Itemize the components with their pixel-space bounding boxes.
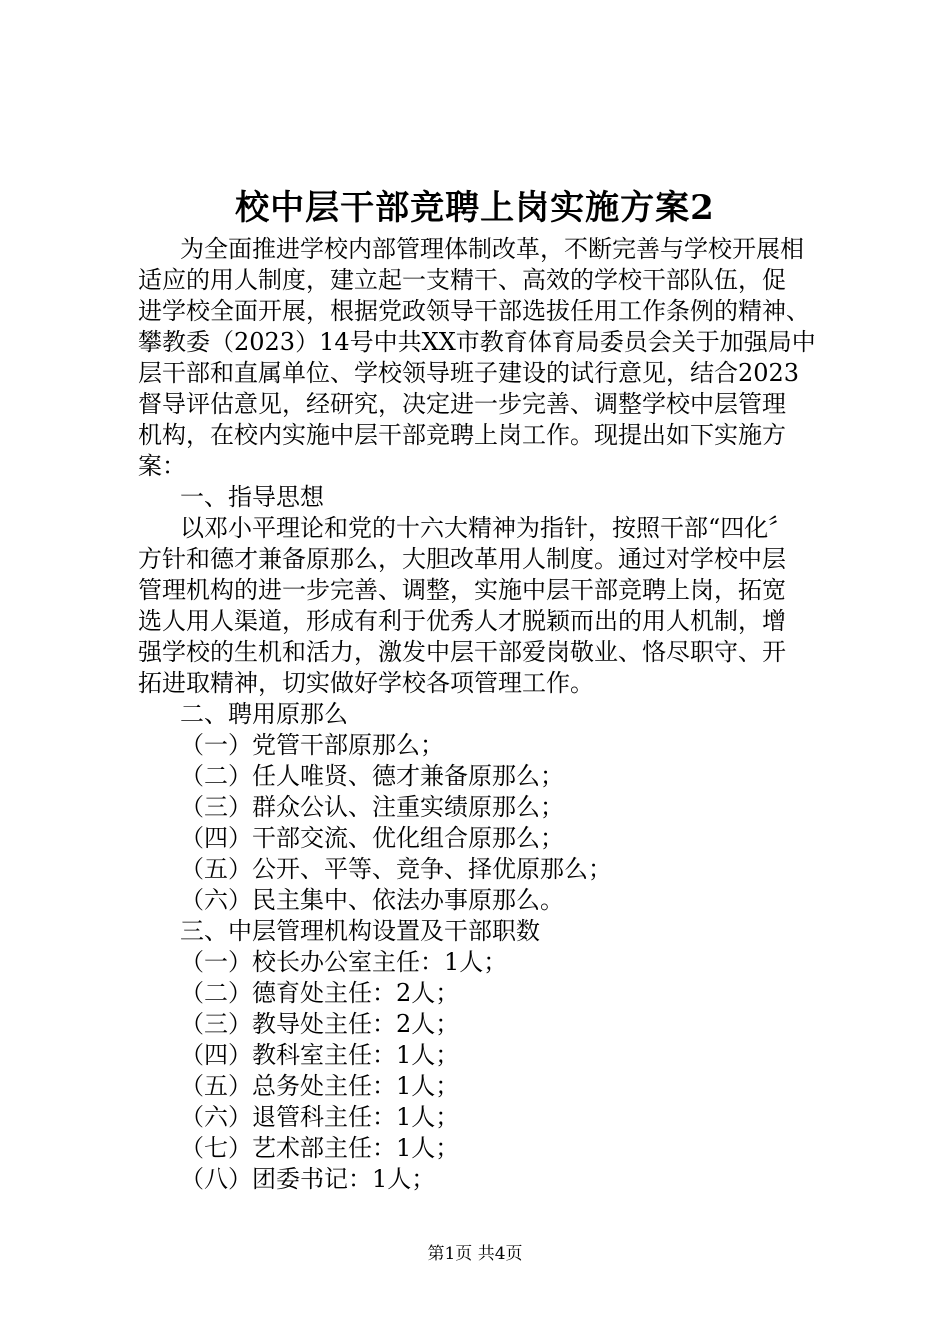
paragraph-line: 方针和德才兼备原那么，大胆改革用人制度。通过对学校中层 xyxy=(138,545,786,573)
paragraph-line: 强学校的生机和活力，激发中层干部爱岗敬业、恪尽职守、开 xyxy=(138,638,786,666)
section-heading: 三、中层管理机构设置及干部职数 xyxy=(180,917,540,945)
list-item: （一）校长办公室主任：1人； xyxy=(180,948,508,976)
document-title: 校中层干部竞聘上岗实施方案2 xyxy=(235,188,715,228)
paragraph-line: 拓进取精神，切实做好学校各项管理工作。 xyxy=(138,669,594,697)
page-footer: 第1页 共4页 xyxy=(427,1244,523,1264)
section-heading: 二、聘用原那么 xyxy=(180,700,348,728)
list-item: （五）公开、平等、竞争、择优原那么； xyxy=(180,855,612,883)
list-item: （三）群众公认、注重实绩原那么； xyxy=(180,793,564,821)
paragraph-line: 案： xyxy=(138,452,186,480)
list-item: （一）党管干部原那么； xyxy=(180,731,444,759)
document-body xyxy=(138,234,838,1195)
section-heading: 一、指导思想 xyxy=(180,483,324,511)
paragraph-line: 以邓小平理论和党的十六大精神为指针，按照干部“四化〞 xyxy=(180,514,793,542)
paragraph-line: 为全面推进学校内部管理体制改革，不断完善与学校开展相 xyxy=(180,235,804,263)
list-item: （二）任人唯贤、德才兼备原那么； xyxy=(180,762,564,790)
list-item: （七）艺术部主任：1人； xyxy=(180,1134,460,1162)
list-item: （三）教导处主任：2人； xyxy=(180,1010,460,1038)
paragraph-line: 督导评估意见，经研究，决定进一步完善、调整学校中层管理 xyxy=(138,390,786,418)
list-item: （五）总务处主任：1人； xyxy=(180,1072,460,1100)
paragraph-line: 层干部和直属单位、学校领导班子建设的试行意见，结合2023 xyxy=(138,359,800,387)
list-item: （四）干部交流、优化组合原那么； xyxy=(180,824,564,852)
list-item: （八）团委书记：1人； xyxy=(180,1165,436,1193)
paragraph-line: 管理机构的进一步完善、调整，实施中层干部竞聘上岗，拓宽 xyxy=(138,576,786,604)
paragraph-line: 进学校全面开展，根据党政领导干部选拔任用工作条例的精神、 xyxy=(138,297,810,325)
paragraph-line: 机构，在校内实施中层干部竞聘上岗工作。现提出如下实施方 xyxy=(138,421,786,449)
paragraph-line: 选人用人渠道，形成有利于优秀人才脱颖而出的用人机制，增 xyxy=(138,607,786,635)
list-item: （二）德育处主任：2人； xyxy=(180,979,460,1007)
paragraph-line: 攀教委（2023）14号中共XX市教育体育局委员会关于加强局中 xyxy=(138,328,816,356)
list-item: （六）民主集中、依法办事原那么。 xyxy=(180,886,564,914)
paragraph-line: 适应的用人制度，建立起一支精干、高效的学校干部队伍，促 xyxy=(138,266,786,294)
list-item: （六）退管科主任：1人； xyxy=(180,1103,460,1131)
list-item: （四）教科室主任：1人； xyxy=(180,1041,460,1069)
